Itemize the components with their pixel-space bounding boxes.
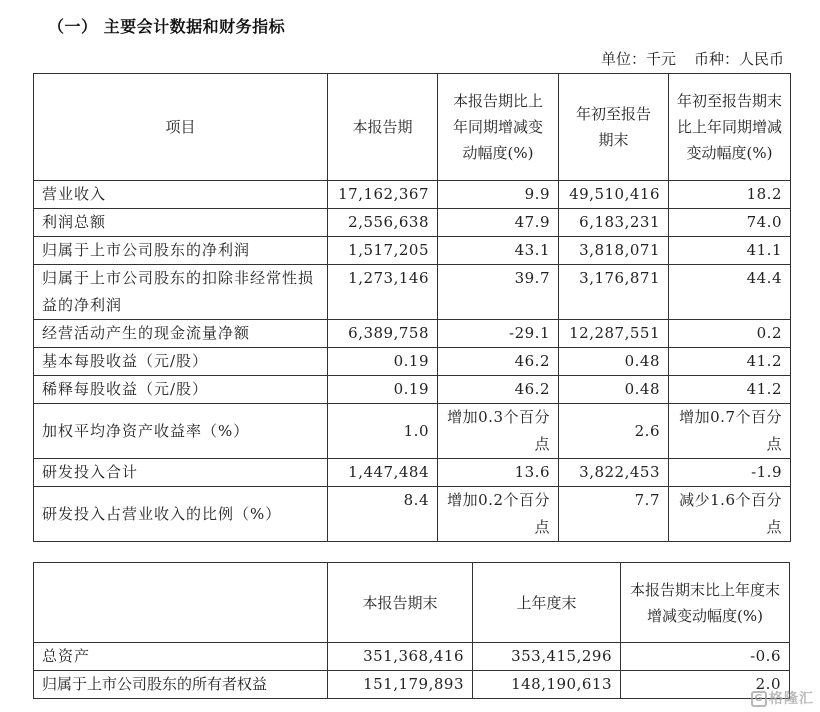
cell-current: 8.4 xyxy=(328,487,438,542)
cell-ytd-yoy: -1.9 xyxy=(669,459,791,487)
header-yoy-change: 本报告期比上年同期增减变动幅度(%) xyxy=(438,74,559,181)
table-row xyxy=(34,487,791,542)
row-label: 利润总额 xyxy=(34,209,328,237)
cell-ytd-yoy: 74.0 xyxy=(669,209,791,237)
cell-ytd: 0.48 xyxy=(559,376,669,404)
cell-yoy: 13.6 xyxy=(438,459,559,487)
cell-yoy: 39.7 xyxy=(438,265,559,320)
cell-ytd-yoy: 减少1.6个百分点 xyxy=(669,487,791,542)
table-row xyxy=(34,209,791,237)
cell-change: 2.0 xyxy=(621,671,790,699)
cell-ytd-yoy: 41.2 xyxy=(669,376,791,404)
header-ytd-yoy-change: 年初至报告期末比上年同期增减变动幅度(%) xyxy=(669,74,791,181)
cell-current: 0.19 xyxy=(328,376,438,404)
row-label: 经营活动产生的现金流量净额 xyxy=(34,320,328,348)
table-row xyxy=(34,404,791,459)
cell-yoy: 增加0.2个百分点 xyxy=(438,487,559,542)
header-change: 本报告期末比上年度末增减变动幅度(%) xyxy=(621,563,790,643)
cell-current: 1,273,146 xyxy=(328,265,438,320)
table-row xyxy=(34,643,790,671)
cell-ytd: 0.48 xyxy=(559,348,669,376)
cell-yoy: 43.1 xyxy=(438,237,559,265)
cell-change: -0.6 xyxy=(621,643,790,671)
row-label: 研发投入合计 xyxy=(34,459,328,487)
table-row xyxy=(34,237,791,265)
header-ytd: 年初至报告期末 xyxy=(559,74,669,181)
row-label: 稀释每股收益（元/股） xyxy=(34,376,328,404)
balance-sheet-table xyxy=(33,562,790,699)
table-row xyxy=(34,181,791,209)
cell-ytd-yoy: 18.2 xyxy=(669,181,791,209)
cell-yoy: 9.9 xyxy=(438,181,559,209)
cell-ytd: 3,818,071 xyxy=(559,237,669,265)
currency-label: 币种：人民币 xyxy=(693,50,784,68)
cell-ytd: 49,510,416 xyxy=(559,181,669,209)
cell-current: 1.0 xyxy=(328,404,438,459)
table-row xyxy=(34,348,791,376)
header-current-period: 本报告期 xyxy=(328,74,438,181)
header-item: 项目 xyxy=(34,74,328,181)
table-row xyxy=(34,376,791,404)
cell-current: 0.19 xyxy=(328,348,438,376)
row-label: 归属于上市公司股东的净利润 xyxy=(34,237,328,265)
cell-ytd-yoy: 44.4 xyxy=(669,265,791,320)
cell-yoy: 47.9 xyxy=(438,209,559,237)
cell-ytd: 6,183,231 xyxy=(559,209,669,237)
row-label: 基本每股收益（元/股） xyxy=(34,348,328,376)
row-label: 归属于上市公司股东的所有者权益 xyxy=(34,671,328,699)
cell-ytd-yoy: 41.2 xyxy=(669,348,791,376)
table-row xyxy=(34,671,790,699)
cell-current: 1,517,205 xyxy=(328,237,438,265)
row-label: 归属于上市公司股东的扣除非经常性损益的净利润 xyxy=(34,265,328,320)
table-row xyxy=(34,459,791,487)
gelonghui-logo-icon: G xyxy=(751,691,767,707)
row-label: 营业收入 xyxy=(34,181,328,209)
table-row xyxy=(34,320,791,348)
cell-yoy: 46.2 xyxy=(438,376,559,404)
row-label: 总资产 xyxy=(34,643,328,671)
cell-ytd: 12,287,551 xyxy=(559,320,669,348)
cell-prior-year-end: 353,415,296 xyxy=(473,643,621,671)
cell-ytd: 2.6 xyxy=(559,404,669,459)
unit-label: 单位：千元 xyxy=(600,50,676,68)
cell-current: 1,447,484 xyxy=(328,459,438,487)
cell-ytd: 7.7 xyxy=(559,487,669,542)
cell-period-end: 151,179,893 xyxy=(328,671,473,699)
section-title: （一） 主要会计数据和财务指标 xyxy=(48,17,286,36)
cell-prior-year-end: 148,190,613 xyxy=(473,671,621,699)
cell-current: 2,556,638 xyxy=(328,209,438,237)
unit-line xyxy=(601,48,784,69)
watermark xyxy=(751,688,814,708)
header-item xyxy=(34,563,328,643)
cell-ytd: 3,176,871 xyxy=(559,265,669,320)
cell-yoy: 增加0.3个百分点 xyxy=(438,404,559,459)
cell-period-end: 351,368,416 xyxy=(328,643,473,671)
row-label: 加权平均净资产收益率（%） xyxy=(34,404,328,459)
cell-ytd: 3,822,453 xyxy=(559,459,669,487)
cell-ytd-yoy: 0.2 xyxy=(669,320,791,348)
table-row xyxy=(34,265,791,320)
header-period-end: 本报告期末 xyxy=(328,563,473,643)
cell-ytd-yoy: 增加0.7个百分点 xyxy=(669,404,791,459)
key-financial-data-table xyxy=(33,73,791,542)
cell-yoy: -29.1 xyxy=(438,320,559,348)
header-prior-year-end: 上年度末 xyxy=(473,563,621,643)
watermark-text: 格隆汇 xyxy=(769,691,814,707)
cell-current: 17,162,367 xyxy=(328,181,438,209)
cell-ytd-yoy: 41.1 xyxy=(669,237,791,265)
row-label: 研发投入占营业收入的比例（%） xyxy=(34,487,328,542)
cell-yoy: 46.2 xyxy=(438,348,559,376)
cell-current: 6,389,758 xyxy=(328,320,438,348)
